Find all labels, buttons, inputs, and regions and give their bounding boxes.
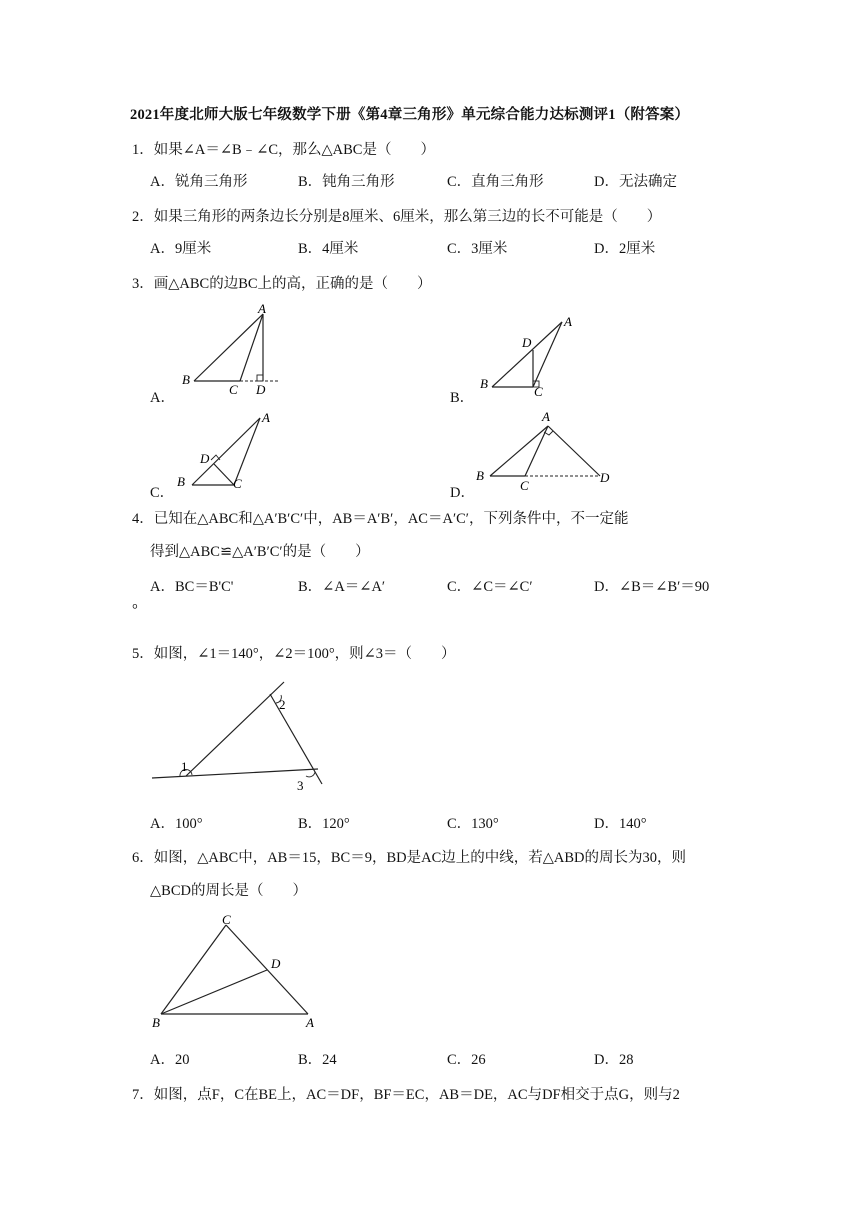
q6-label-b: B (152, 1015, 160, 1030)
q3-option-c: C． (150, 485, 175, 501)
q3-option-d: D． (450, 485, 475, 501)
q3c-label-a: A (262, 410, 270, 425)
q6-option-d: D．28 (594, 1052, 634, 1068)
question-4-stem-line-1: 4．已知在△ABC和△A′B′C′中，AB＝A′B′，AC＝A′C′，下列条件中，不一定能 (132, 511, 629, 527)
q3b-label-b: B (480, 376, 488, 391)
question-6-stem-line-2: △BCD的周长是（ ） (150, 883, 307, 899)
question-1-stem: 1．如果∠A＝∠B﹣∠C，那么△ABC是（ ） (132, 142, 435, 158)
q3-figure-c (170, 404, 290, 496)
q6-label-a: A (306, 1015, 314, 1030)
q1-option-d: D．无法确定 (594, 174, 677, 190)
q3-figure-b (470, 312, 590, 396)
question-2-stem: 2．如果三角形的两条边长分别是8厘米、6厘米，那么第三边的长不可能是（ ） (132, 209, 662, 225)
q6-option-b: B．24 (298, 1052, 337, 1068)
q3c-label-b: B (177, 474, 185, 489)
q3b-label-c: C (534, 384, 543, 396)
q3-option-a: A． (150, 390, 175, 406)
q5-option-a: A．100° (150, 816, 203, 832)
q6-option-c: C．26 (447, 1052, 486, 1068)
q3a-label-d: D (256, 382, 266, 396)
q5-option-b: B．120° (298, 816, 350, 832)
q3a-label-a: A (258, 301, 266, 316)
q2-option-b: B．4厘米 (298, 241, 359, 257)
q3d-label-c: C (520, 478, 529, 493)
q6-label-c: C (222, 912, 231, 927)
q3-figure-d (470, 404, 630, 496)
q6-figure (148, 910, 328, 1032)
q3d-label-d: D (600, 470, 610, 485)
q2-option-a: A．9厘米 (150, 241, 212, 257)
q3-option-b: B． (450, 390, 475, 406)
q6-label-d: D (271, 956, 281, 971)
q3d-label-b: B (476, 468, 484, 483)
question-6-stem-line-1: 6．如图，△ABC中，AB＝15，BC＝9，BD是AC边上的中线，若△ABD的周长为30，则 (132, 850, 686, 866)
q3b-label-a: A (564, 314, 572, 329)
q1-option-a: A．锐角三角形 (150, 174, 248, 190)
q3c-label-c: C (233, 476, 242, 491)
q3a-label-c: C (229, 382, 238, 396)
question-3-stem: 3．画△ABC的边BC上的高，正确的是（ ） (132, 276, 432, 292)
q4-option-d: D．∠B＝∠B′＝90 (594, 579, 710, 595)
q3d-label-a: A (542, 409, 550, 424)
q5-angle-3: 3 (297, 778, 304, 793)
q4-option-b: B．∠A＝∠A′ (298, 579, 386, 595)
q5-option-c: C．130° (447, 816, 499, 832)
q3b-label-d: D (522, 335, 532, 350)
q6-option-a: A．20 (150, 1052, 190, 1068)
q4-option-a: A．BC＝B'C' (150, 579, 234, 595)
q4-option-d-tail: ° (132, 602, 138, 618)
q5-figure (150, 672, 350, 800)
q1-option-c: C．直角三角形 (447, 174, 544, 190)
q2-option-c: C．3厘米 (447, 241, 508, 257)
q3a-label-b: B (182, 372, 190, 387)
q5-option-d: D．140° (594, 816, 647, 832)
question-4-stem-line-2: 得到△ABC≌△A′B′C′的是（ ） (150, 544, 370, 560)
question-7-stem: 7．如图，点F，C在BE上，AC＝DF，BF＝EC，AB＝DE，AC与DF相交于点G，则与2 (132, 1087, 680, 1103)
q5-angle-1: 1 (181, 759, 188, 774)
q4-option-c: C．∠C＝∠C′ (447, 579, 533, 595)
q3-figure-a (170, 300, 290, 396)
q5-angle-2: 2 (279, 697, 286, 712)
document-title: 2021年度北师大版七年级数学下册《第4章三角形》单元综合能力达标测评1（附答案） (130, 107, 690, 123)
q3c-label-d: D (200, 451, 210, 466)
q1-option-b: B．钝角三角形 (298, 174, 395, 190)
q2-option-d: D．2厘米 (594, 241, 656, 257)
question-5-stem: 5．如图，∠1＝140°，∠2＝100°，则∠3＝（ ） (132, 646, 456, 662)
